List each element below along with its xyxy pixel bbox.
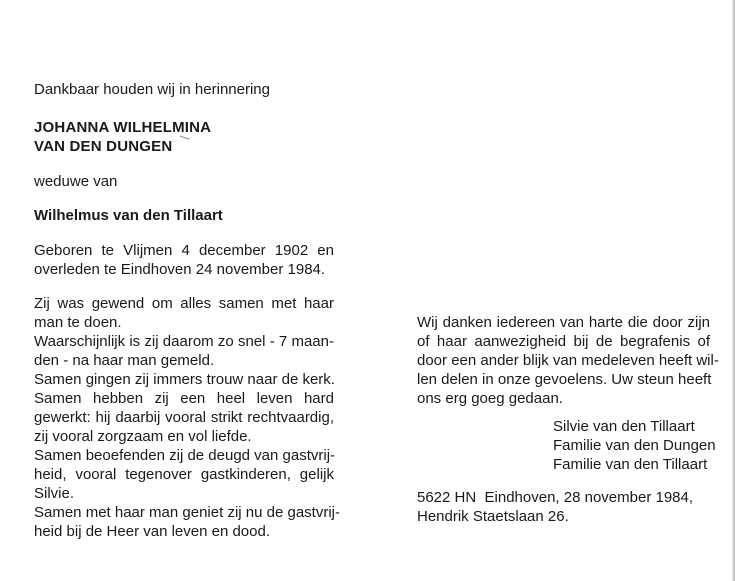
death-line: overleden te Eindhoven 24 november 1984. — [34, 261, 326, 278]
tribute-line: Silvie. — [34, 485, 75, 502]
tribute-line: Samen gingen zij immers trouw naar de kerk. — [34, 371, 335, 388]
signatory: Familie van den Dungen — [553, 437, 716, 454]
tribute-line: heid, vooral tegenover gastkinderen, gelijk — [34, 466, 334, 483]
tribute-line: Samen beoefenden zij de deugd van gastvrij- — [34, 447, 336, 464]
tribute-line: heid bij de Heer van leven en dood. — [34, 523, 271, 540]
deceased-name-line1: JOHANNA WILHELMINA — [34, 119, 212, 136]
address-block — [417, 488, 710, 526]
thanks-line: Wij danken iedereen van harte die door zijn — [417, 314, 710, 331]
tribute-line: Waarschijnlijk is zij daarom zo snel - 7 maan- — [34, 333, 334, 350]
widow-of-line: weduwe van — [34, 173, 118, 190]
thanks-line: of haar aanwezigheid bij de begrafenis of — [417, 333, 710, 350]
widow-of-text — [34, 172, 334, 191]
tribute-line: man te doen. — [34, 314, 122, 331]
birth-line: Geboren te Vlijmen 4 december 1902 en — [34, 242, 334, 259]
address-line: Hendrik Staetslaan 26. — [417, 508, 569, 525]
tribute-line: Samen met haar man geniet zij nu de gastvrij- — [34, 504, 340, 521]
husband-name-line: Wilhelmus van den Tillaart — [34, 207, 223, 224]
birth-death-paragraph — [34, 241, 334, 279]
intro-text — [34, 80, 334, 99]
tribute-line: Zij was gewend om alles samen met haar — [34, 295, 334, 312]
address-line: 5622 HN Eindhoven, 28 november 1984, — [417, 489, 694, 506]
intro-line: Dankbaar houden wij in herinnering — [34, 81, 270, 98]
tribute-line: den - na haar man gemeld. — [34, 352, 215, 369]
tribute-line: Samen hebben zij een heel leven hard — [34, 390, 334, 407]
signatory: Silvie van den Tillaart — [553, 418, 695, 435]
signatories — [553, 417, 716, 474]
thanks-paragraph — [417, 313, 719, 408]
thanks-line: ons erg goeg gedaan. — [417, 390, 563, 407]
thanks-line: door een ander blijk van medeleven heeft wil- — [417, 352, 719, 369]
deceased-name-line2: VAN DEN DUNGEN — [34, 138, 173, 155]
tribute-line: gewerkt: hij daarbij vooral strikt rechtvaardig, — [34, 409, 334, 426]
thanks-line: len delen in onze gevoelens. Uw steun heeft — [417, 371, 712, 388]
tribute-paragraph — [34, 294, 340, 541]
husband-name — [34, 206, 334, 225]
tribute-line: zij vooral zorgzaam en vol liefde. — [34, 428, 252, 445]
signatory: Familie van den Tillaart — [553, 456, 708, 473]
